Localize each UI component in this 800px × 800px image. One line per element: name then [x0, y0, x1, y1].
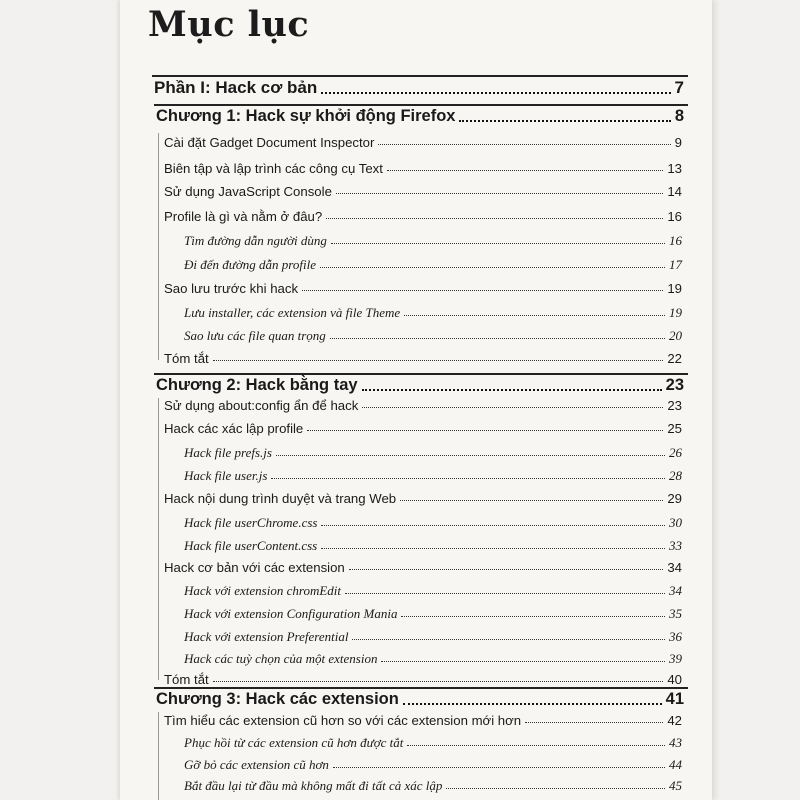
toc-entry-section	[164, 491, 682, 506]
dot-leader	[446, 788, 665, 789]
toc-page-number: 28	[669, 468, 682, 483]
toc-entry-title: Hack file prefs.js	[184, 445, 272, 460]
toc-entry-title: Hack nội dung trình duyệt và trang Web	[164, 491, 397, 506]
toc-entry-title: Sao lưu các file quan trọng	[184, 328, 326, 343]
toc-entry-title: Tóm tắt	[164, 672, 209, 687]
toc-page-number: 16	[669, 233, 682, 248]
toc-page-number: 9	[674, 135, 682, 150]
toc-entry-section	[164, 281, 682, 296]
toc-entry-subsection	[184, 233, 682, 249]
toc-page-number: 45	[669, 778, 682, 793]
dot-leader	[525, 722, 663, 723]
toc-entry-subsection	[184, 629, 682, 645]
toc-entry-title: Tìm đường dẫn người dùng	[184, 233, 327, 248]
section-guide-line	[158, 712, 159, 800]
book-page	[120, 0, 712, 800]
toc-entry-title: Hack với extension Preferential	[184, 629, 349, 644]
dot-leader	[381, 661, 665, 662]
dot-leader	[333, 767, 665, 768]
dot-leader	[326, 218, 663, 219]
toc-entry-title: Sử dụng JavaScript Console	[164, 184, 332, 199]
toc-page-number: 19	[667, 281, 682, 296]
toc-entry-title: Sao lưu trước khi hack	[164, 281, 299, 296]
toc-page-number: 41	[665, 690, 684, 708]
toc-entry-title: Hack các tuỳ chọn của một extension	[184, 651, 378, 666]
toc-entry-subsection	[184, 735, 682, 751]
heading-rule	[154, 687, 688, 689]
dot-leader	[276, 455, 665, 456]
toc-entry-subsection	[184, 468, 682, 484]
toc-entry-title: Lưu installer, các extension và file Theme	[184, 305, 401, 320]
toc-entry-title: Hack với extension chromEdit	[184, 583, 341, 598]
toc-entry-title: Đi đến đường dẫn profile	[184, 257, 316, 272]
toc-page-number: 39	[669, 651, 682, 666]
toc-page-number: 8	[674, 107, 684, 125]
heading-rule	[152, 75, 688, 77]
toc-entry-title: Sử dụng about:config ẩn để hack	[164, 398, 359, 413]
dot-leader	[362, 407, 663, 408]
toc-entry-title: Biên tập và lập trình các công cụ Text	[164, 161, 383, 176]
toc-entry-title: Gỡ bỏ các extension cũ hơn	[184, 757, 329, 772]
toc-entry-section	[164, 560, 682, 575]
dot-leader	[404, 315, 665, 316]
toc-page-number: 36	[669, 629, 682, 644]
toc-page-number: 42	[667, 713, 682, 728]
toc-entry-section	[164, 209, 682, 224]
toc-entry-title: Bắt đầu lại từ đầu mà không mất đi tất cả xác lập	[184, 778, 443, 793]
toc-entry-section	[164, 161, 682, 176]
toc-entry-title: Hack các xác lập profile	[164, 421, 304, 436]
dot-leader	[321, 525, 665, 526]
toc-entry-section	[164, 351, 682, 366]
toc-entry-section	[164, 184, 682, 199]
toc-entry-part	[154, 78, 684, 98]
dot-leader	[213, 681, 664, 682]
toc-page-number: 44	[669, 757, 682, 772]
toc-page-number: 22	[667, 351, 682, 366]
toc-entry-title: Chương 3: Hack các extension	[156, 690, 399, 708]
toc-entry-title: Chương 2: Hack bằng tay	[156, 376, 358, 394]
heading-rule	[154, 104, 688, 106]
dot-leader	[302, 290, 663, 291]
toc-entry-title: Hack file userChrome.css	[184, 515, 318, 530]
dot-leader	[331, 243, 665, 244]
toc-entry-subsection	[184, 757, 682, 773]
toc-page-number: 23	[667, 398, 682, 413]
dot-leader	[378, 144, 670, 145]
toc-page-number: 40	[667, 672, 682, 687]
toc-entry-section	[164, 421, 682, 436]
dot-leader	[400, 500, 663, 501]
toc-page-number: 33	[669, 538, 682, 553]
toc-entry-title: Phần I: Hack cơ bản	[154, 78, 318, 97]
dot-leader	[336, 193, 663, 194]
toc-page-number: 20	[669, 328, 682, 343]
toc-entry-title: Chương 1: Hack sự khởi động Firefox	[156, 107, 456, 125]
page-title: Mục lục	[148, 4, 310, 45]
toc-entry-chapter	[156, 376, 684, 395]
toc-entry-subsection	[184, 257, 682, 273]
section-guide-line	[158, 133, 159, 360]
dot-leader	[362, 389, 662, 391]
toc-entry-title: Hack cơ bản với các extension	[164, 560, 345, 575]
toc-page-number: 26	[669, 445, 682, 460]
toc-entry-title: Phục hồi từ các extension cũ hơn được tắt	[184, 735, 404, 750]
toc-entry-subsection	[184, 305, 682, 321]
dot-leader	[321, 92, 670, 94]
dot-leader	[213, 360, 664, 361]
toc-page-number: 23	[665, 376, 684, 394]
toc-entry-subsection	[184, 651, 682, 667]
dot-leader	[271, 478, 665, 479]
toc-entry-title: Profile là gì và nằm ở đâu?	[164, 209, 323, 224]
toc-page-number: 16	[667, 209, 682, 224]
toc-entry-subsection	[184, 445, 682, 461]
toc-entry-subsection	[184, 538, 682, 554]
dot-leader	[321, 548, 665, 549]
toc-entry-section	[164, 398, 682, 413]
toc-page-number: 17	[669, 257, 682, 272]
toc-page-number: 7	[674, 78, 684, 97]
toc-page-number: 19	[669, 305, 682, 320]
dot-leader	[459, 120, 670, 122]
toc-entry-section	[164, 672, 682, 687]
toc-entry-title: Hack file userContent.css	[184, 538, 318, 553]
toc-entry-subsection	[184, 515, 682, 531]
toc-page-number: 14	[667, 184, 682, 199]
dot-leader	[403, 703, 662, 705]
toc-entry-chapter	[156, 690, 684, 709]
dot-leader	[320, 267, 665, 268]
toc-page-number: 30	[669, 515, 682, 530]
toc-entry-title: Cài đặt Gadget Document Inspector	[164, 135, 375, 150]
dot-leader	[401, 616, 665, 617]
toc-entry-section	[164, 713, 682, 728]
dot-leader	[345, 593, 665, 594]
dot-leader	[352, 639, 665, 640]
dot-leader	[330, 338, 665, 339]
dot-leader	[349, 569, 664, 570]
dot-leader	[407, 745, 665, 746]
toc-page-number: 29	[667, 491, 682, 506]
toc-page-number: 43	[669, 735, 682, 750]
toc-page-number: 35	[669, 606, 682, 621]
toc-page-number: 25	[667, 421, 682, 436]
toc-entry-subsection	[184, 328, 682, 344]
toc-entry-title: Hack file user.js	[184, 468, 268, 483]
dot-leader	[307, 430, 663, 431]
toc-entry-subsection	[184, 778, 682, 794]
toc-page-number: 34	[669, 583, 682, 598]
toc-entry-chapter	[156, 107, 684, 126]
toc-entry-title: Tìm hiểu các extension cũ hơn so với các extension mới hơn	[164, 713, 522, 728]
heading-rule	[154, 373, 688, 375]
toc-page-number: 34	[667, 560, 682, 575]
toc-entry-section	[164, 135, 682, 150]
section-guide-line	[158, 398, 159, 680]
toc-entry-subsection	[184, 583, 682, 599]
toc-entry-title: Tóm tắt	[164, 351, 209, 366]
dot-leader	[387, 170, 663, 171]
toc-entry-title: Hack với extension Configuration Mania	[184, 606, 398, 621]
toc-entry-subsection	[184, 606, 682, 622]
toc-page-number: 13	[667, 161, 682, 176]
